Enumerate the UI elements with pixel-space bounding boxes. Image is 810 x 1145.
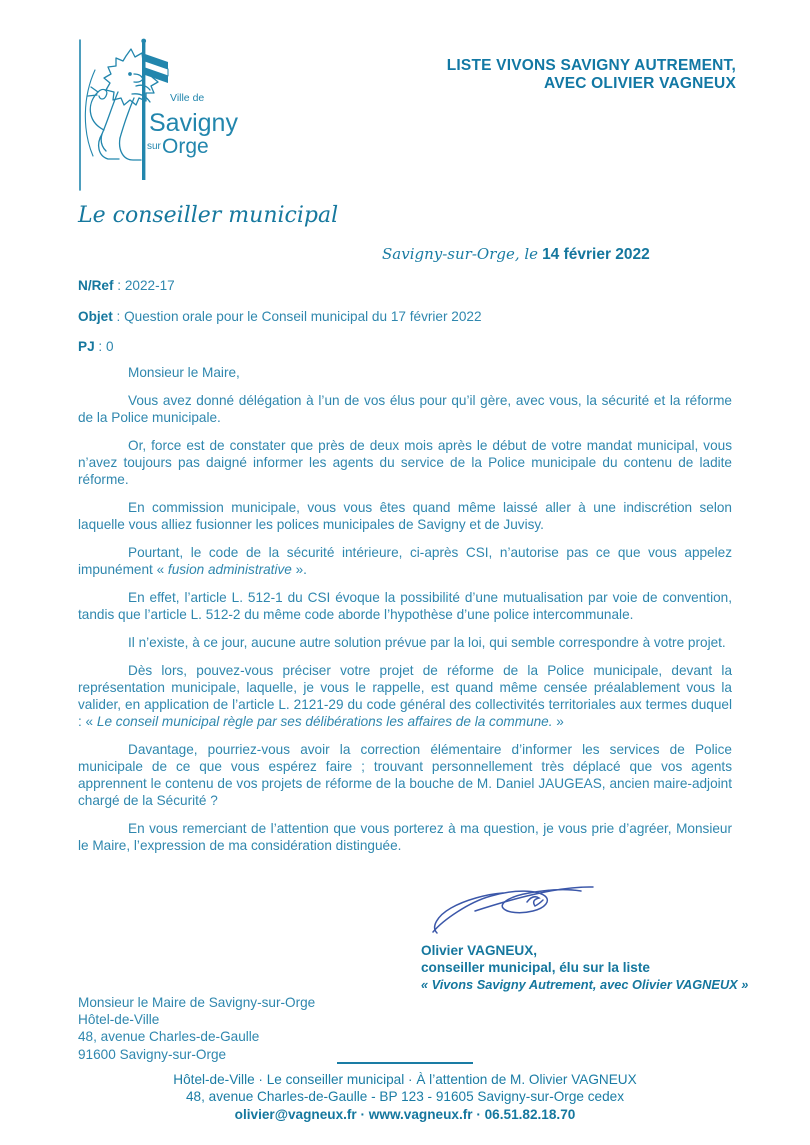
ref-sep: : [117,278,122,293]
paragraph: En commission municipale, vous vous êtes quand même laissé aller à une indiscrétion selon laquelle vous alliez fusionner les polices municipales de Savigny et de Juvisy. [78,500,732,532]
pj-value: 0 [105,339,114,354]
paragraph: Davantage, pourriez-vous avoir la correction élémentaire d’informer les services de Police municipale de ce que vous espérez faire ; trouvant personnellement très déplacé que vos agents apprennent le contenu de vos projets de réforme de la bouche de M. Daniel JAUGEAS, ancien maire-adjoint chargé de la Sécurité ? [78,742,732,808]
recipient-block [78,994,315,1063]
footer-divider [337,1062,473,1064]
attachments-line [78,338,734,356]
ref-value: 2022-17 [124,278,175,293]
paragraph: Monsieur le Maire, [128,365,240,380]
paragraph: En vous remerciant de l’attention que vous porterez à ma question, je vous prie d’agréer, Monsieur le Maire, l’expression de ma considération distinguée. [78,821,732,853]
letterhead [78,203,734,356]
signer-list: « Vivons Savigny Autrement, avec Olivier VAGNEUX » [421,977,749,992]
logo-ville-de: Ville de [170,92,205,104]
signature-block [421,880,748,993]
pj-sep: : [98,339,103,354]
logo-savigny: Savigny [149,109,238,137]
pj-label: PJ [78,339,95,354]
letter-paragraphs [78,364,732,865]
paragraph: Il n’existe, à ce jour, aucune autre solution prévue par la loi, qui semble correspondre à votre projet. [128,635,726,650]
logo-orge: Orge [162,135,209,158]
footer-address-line2: 48, avenue Charles-de-Gaulle - BP 123 - 91605 Savigny-sur-Orge cedex [185,1089,624,1105]
date-place-prefix: Savigny-sur-Orge, le [382,245,539,263]
city-logo [76,34,316,194]
logo-wordmark [147,92,238,158]
logo-sur: sur [147,141,161,152]
paragraph: Or, force est de constater que près de deux mois après le début de votre mandat municipal, vous n’avez toujours pas daigné informer les agents du service de la Police municipale du contenu de ladite réforme. [78,438,732,487]
recipient-line: Hôtel-de-Ville [78,1012,160,1028]
list-header-line1: LISTE VIVONS SAVIGNY AUTREMENT, [446,57,736,74]
sender-title: Le conseiller municipal [78,203,339,228]
paragraph: Pourtant, le code de la sécurité intérieure, ci-après CSI, n’autorise pas ce que vous appelez impunément « fusion administrative ». [78,545,732,577]
reference-line [78,277,734,295]
date-value: 14 février 2022 [542,246,650,263]
list-header [447,57,736,92]
recipient-line: 48, avenue Charles-de-Gaulle [78,1029,260,1045]
date-line [78,245,734,264]
paragraph: Vous avez donné délégation à l’un de vos élus pour qu’il gère, avec vous, la sécurité et la réforme de la Police municipale. [78,393,732,425]
footer-contact-line: olivier@vagneux.fr · www.vagneux.fr · 06.51.82.18.70 [234,1106,576,1122]
ref-label: N/Ref [78,278,114,293]
footer-address-line1: Hôtel-de-Ville · Le conseiller municipal · À l’attention de M. Olivier VAGNEUX [173,1072,637,1087]
signer-name: Olivier VAGNEUX, [421,943,538,958]
subject-line [78,308,734,326]
subject-label: Objet [78,308,113,324]
signer-role: conseiller municipal, élu sur la liste [421,960,650,975]
paragraph: Dès lors, pouvez-vous préciser votre projet de réforme de la Police municipale, devant la représentation municipale, laquelle, je vous le rappelle, est quand même censée préalablement vous la valider, en application de l’article L. 2121-29 du code général des collectivités territoriales aux termes duquel : « Le conseil municipal règle par ses délibérations les affaires de la commune. » [78,663,732,729]
recipient-line: Monsieur le Maire de Savigny-sur-Orge [78,995,316,1010]
city-logo-graphic [76,34,316,194]
list-header-line2: AVEC OLIVIER VAGNEUX [543,74,736,92]
signature-icon [429,880,599,938]
subject-sep: : [116,308,121,324]
recipient-line: 91600 Savigny-sur-Orge [78,1046,227,1062]
footer [0,1062,810,1123]
paragraph: En effet, l’article L. 512-1 du CSI évoque la possibilité d’une mutualisation par voie de convention, tandis que l’article L. 512-2 du même code aborde l’hypothèse d’une police intercommunale. [78,590,732,622]
subject-value: Question orale pour le Conseil municipal du 17 février 2022 [124,308,482,324]
